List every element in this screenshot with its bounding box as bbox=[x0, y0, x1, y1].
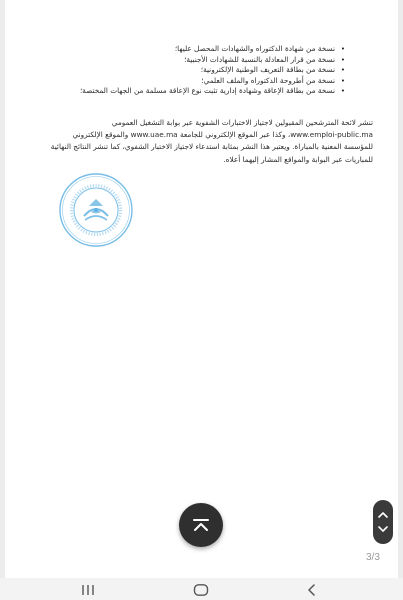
university-seal-icon bbox=[58, 172, 134, 248]
requirement-text: نسخة من أطروحة الدكتوراه والملف العلمي؛ bbox=[201, 75, 335, 85]
bullet-icon: • bbox=[340, 66, 345, 74]
requirement-text: نسخة من بطاقة الإعاقة وشهادة إدارية تثبت نوع الإعاقة مسلمة من الجهات المختصة؛ bbox=[79, 86, 335, 95]
notice-line: تنشر لائحة المترشحين المقبولين لاجتياز الاختبارات الشفوية عبر بوابة التشغيل العمومي bbox=[111, 118, 373, 127]
recent-apps-button[interactable] bbox=[78, 583, 98, 597]
notice-line: للمؤسسة المعنية بالمباراة. ويعتبر هذا النشر بمثابة استدعاء لاجتياز الاختبار الشفوي، كما تنشر النتائج النهائية bbox=[50, 142, 373, 152]
bullet-icon: • bbox=[340, 55, 345, 64]
chevron-down-icon[interactable] bbox=[378, 525, 388, 533]
back-button[interactable] bbox=[302, 583, 322, 597]
system-nav-bar bbox=[0, 578, 403, 600]
home-button[interactable] bbox=[191, 583, 211, 597]
recent-apps-icon bbox=[81, 584, 95, 596]
requirement-text: نسخة من قرار المعادلة بالنسبة للشهادات الأجنبية؛ bbox=[184, 54, 335, 64]
list-item bbox=[25, 76, 345, 87]
bullet-icon: • bbox=[340, 87, 345, 95]
list-item bbox=[25, 86, 345, 97]
page-scroll-handle[interactable] bbox=[373, 500, 393, 544]
page-counter: 3/3 bbox=[366, 552, 380, 563]
requirement-text: نسخة من بطاقة التعريف الوطنية الإلكترونية؛ bbox=[200, 65, 335, 74]
list-item bbox=[25, 55, 345, 66]
scroll-to-top-icon bbox=[192, 518, 210, 532]
list-item bbox=[25, 65, 345, 76]
bullet-icon: • bbox=[340, 45, 345, 53]
notice-paragraph bbox=[38, 117, 373, 166]
requirements-list bbox=[25, 44, 345, 97]
home-icon bbox=[193, 584, 209, 596]
scroll-to-top-button[interactable] bbox=[179, 503, 223, 547]
back-icon bbox=[307, 584, 317, 596]
list-item bbox=[25, 44, 345, 55]
chevron-up-icon[interactable] bbox=[378, 511, 388, 519]
notice-line: للمباريات عبر البوابة والمواقع المشار إليهما أعلاه. bbox=[223, 154, 373, 164]
bullet-icon: • bbox=[340, 76, 345, 85]
notice-line: www.emploi-public.ma، وكذا عبر الموقع الإلكتروني للجامعة www.uae.ma والموقع الإلكتروني bbox=[72, 130, 373, 140]
requirement-text: نسخة من شهادة الدكتوراه والشهادات المحصل عليها؛ bbox=[174, 44, 335, 53]
